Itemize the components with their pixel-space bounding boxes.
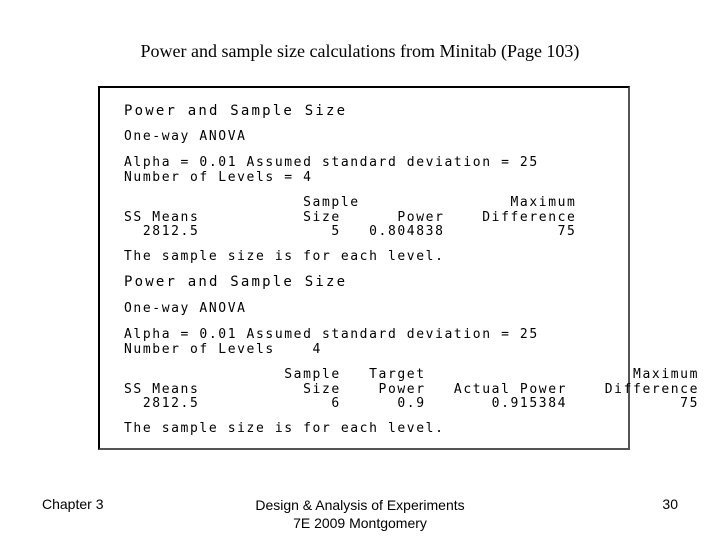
block2-params: Alpha = 0.01 Assumed standard deviation = 25 Number of Levels 4	[124, 327, 539, 357]
footer-book-edition: 7E 2009 Montgomery	[293, 515, 427, 531]
slide-title: Power and sample size calculations from Minitab (Page 103)	[140, 41, 580, 61]
page-number: 30	[662, 496, 678, 512]
block1-subheading: One-way ANOVA	[124, 129, 247, 144]
minitab-output-panel	[98, 86, 700, 450]
footer-chapter: Chapter 3	[42, 496, 104, 512]
block2-heading: Power and Sample Size	[124, 274, 348, 290]
block1-params: Alpha = 0.01 Assumed standard deviation = 25 Number of Levels = 4	[124, 155, 539, 185]
block2-note: The sample size is for each level.	[124, 421, 445, 436]
block2-table: Sample Target Maximum SS Means Size Power Actual Power Difference 2812.5 6 0.9 0.915384 75	[124, 367, 700, 411]
block1-table: Sample Maximum SS Means Size Power Difference 2812.5 5 0.804838 75	[124, 195, 577, 239]
block1-note: The sample size is for each level.	[124, 249, 445, 264]
footer-book	[200, 496, 520, 532]
footer-book-title: Design & Analysis of Experiments	[255, 497, 465, 513]
block1-heading: Power and Sample Size	[124, 103, 348, 119]
block2-subheading: One-way ANOVA	[124, 301, 247, 316]
